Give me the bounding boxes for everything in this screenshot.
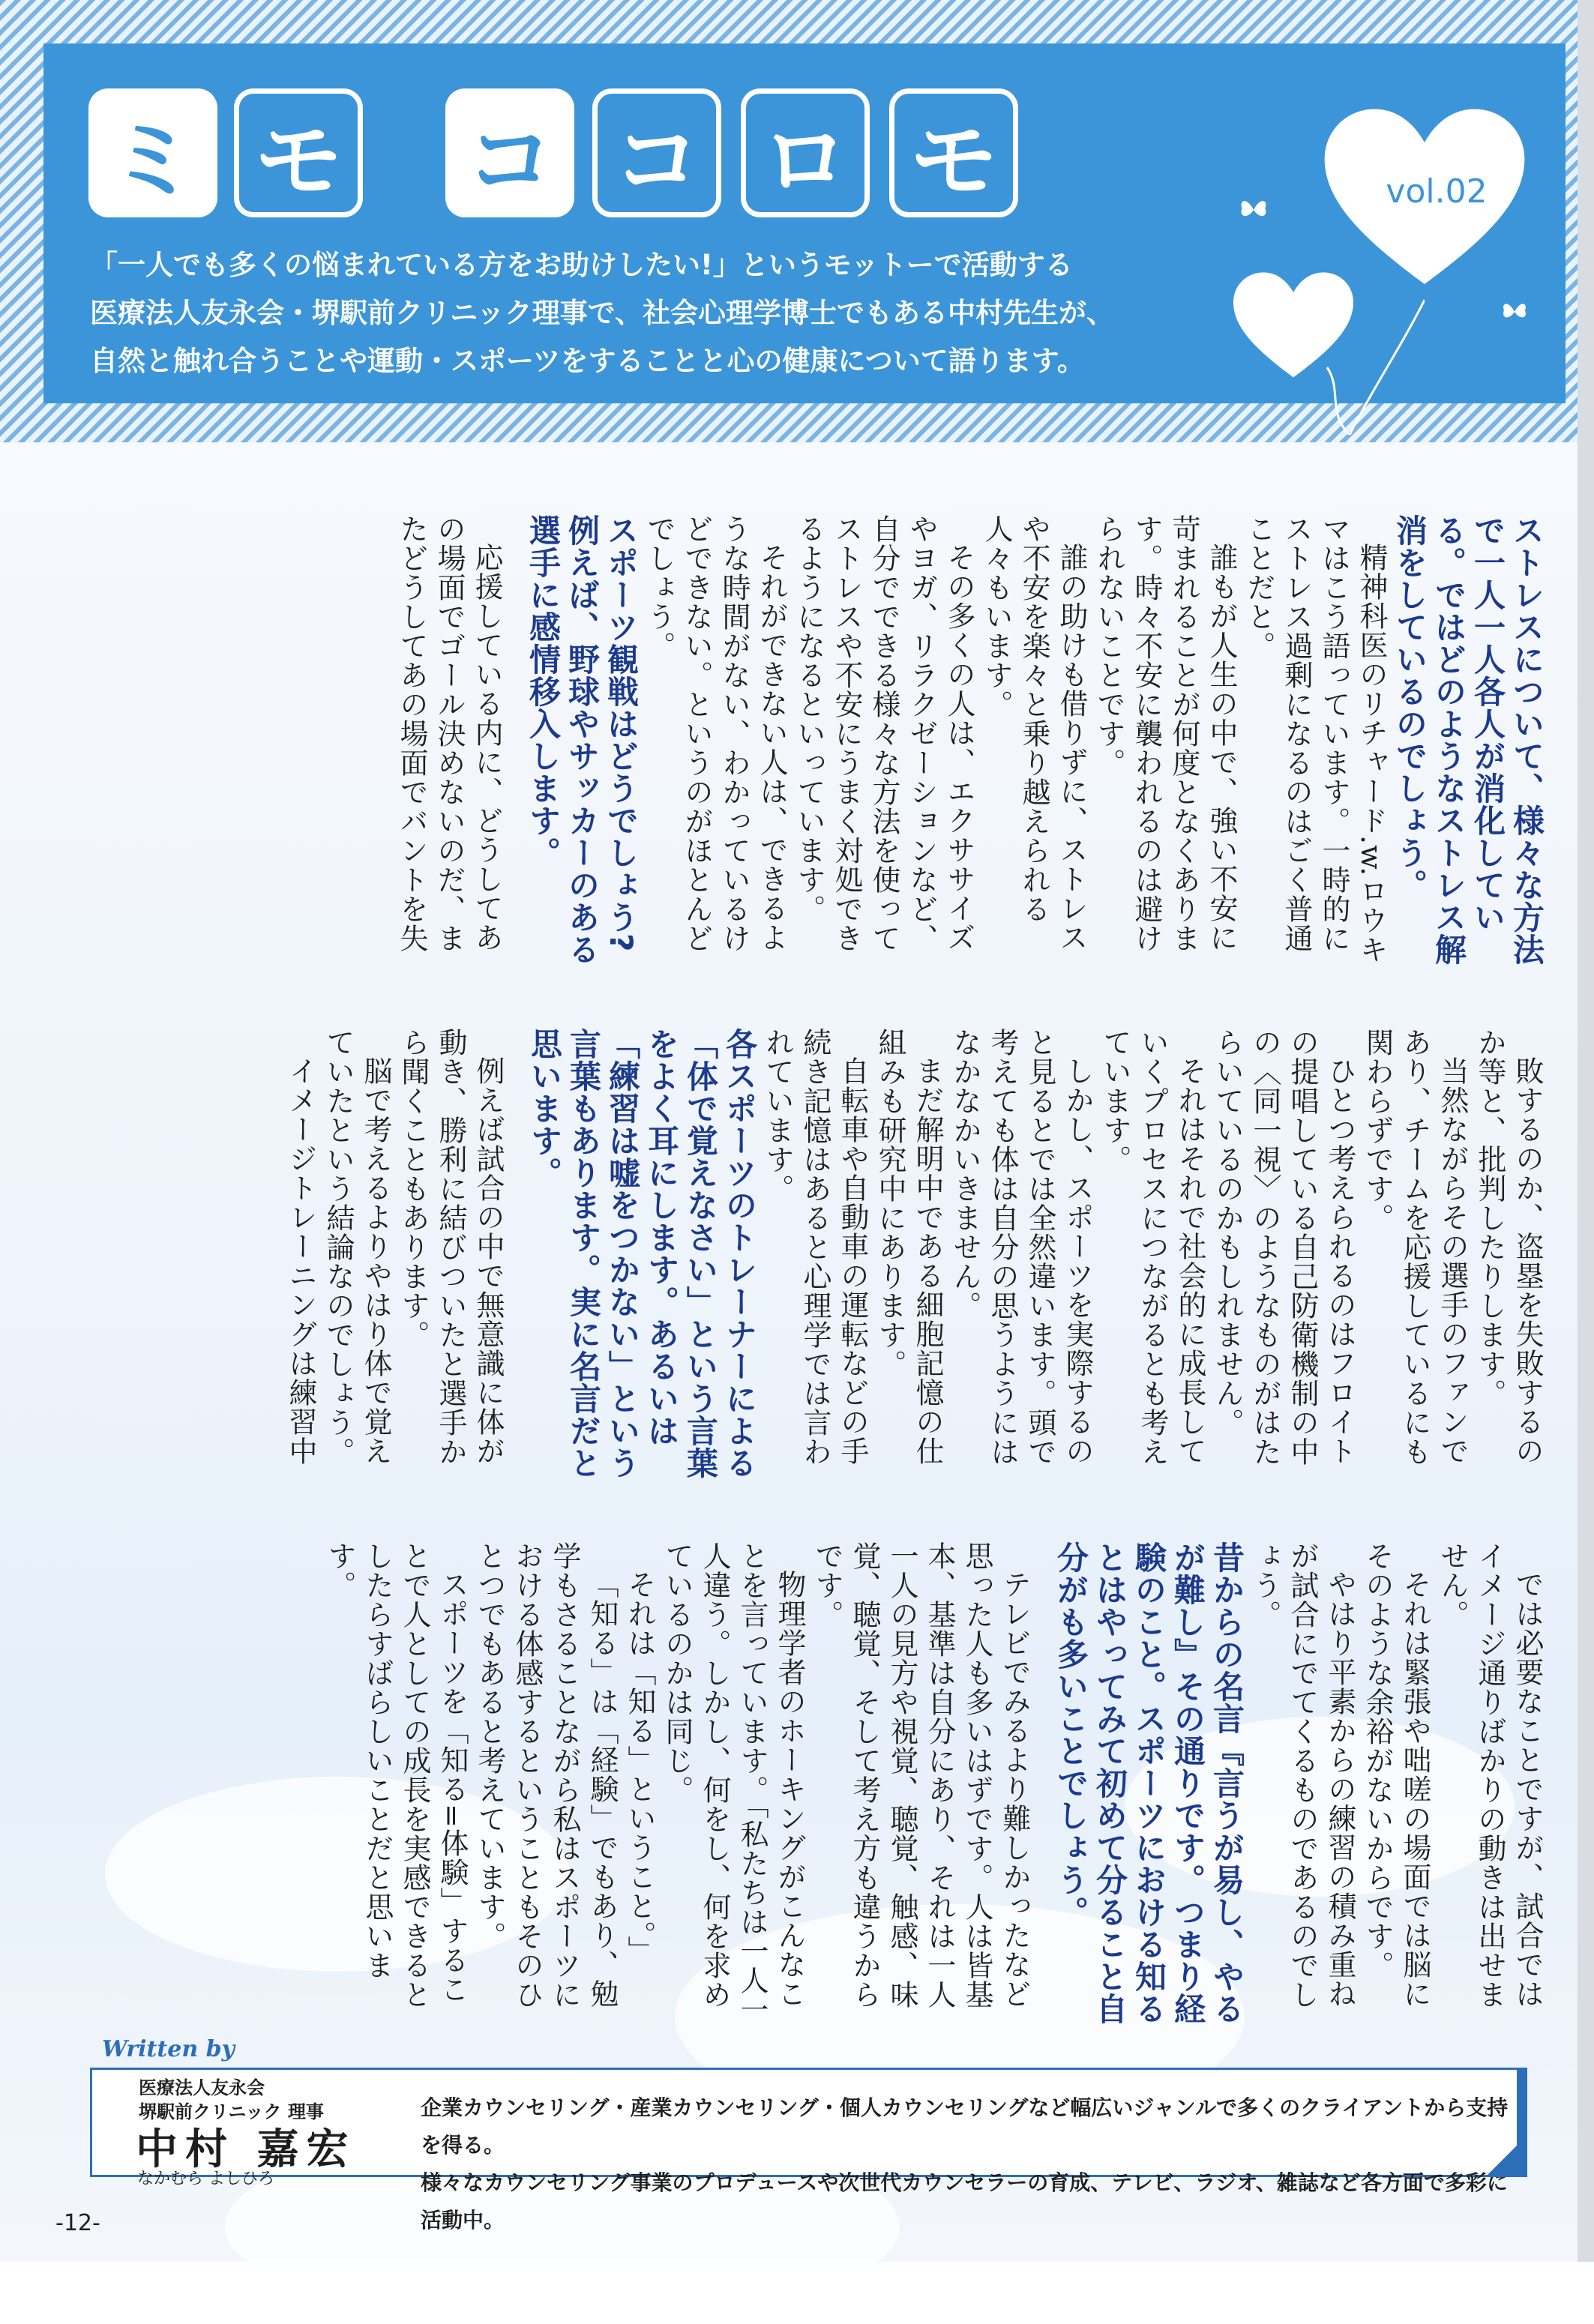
article-paragraph: 当然ながらその選手のファンであり、チームを応援しているにも関わらずです。 bbox=[1361, 1028, 1469, 1466]
footer-corner-accent bbox=[1485, 2135, 1527, 2177]
intro-text bbox=[90, 241, 1260, 385]
author-org-line: 医療法人友永会 bbox=[139, 2077, 265, 2098]
page-edge-shadow bbox=[1578, 0, 1594, 2262]
intro-line: 「一人でも多くの悩まれている方をお助けしたい!」というモットーで活動する bbox=[90, 249, 1073, 281]
author-org-line: 堺駅前クリニック 理事 bbox=[139, 2101, 324, 2122]
article-paragraph: それはそれで社会的に成長していくプロセスにつながるとも考えています。 bbox=[1098, 1028, 1206, 1466]
page-number: -12- bbox=[55, 2210, 100, 2236]
article-body bbox=[84, 514, 1546, 2059]
article-paragraph: 誰の助けも借りずに、ストレスや不安を楽々と乗り越えられる人々もいます。 bbox=[980, 514, 1088, 952]
article-tier-3 bbox=[84, 1541, 1546, 2029]
article-paragraph: それは緊張や咄嗟の場面では脳にそのような余裕がないからです。 bbox=[1361, 1541, 1431, 2008]
article-heading: 昔からの名言『言うが易し、やるが難し』その通りです。つまり経験のこと。スポーツにおける知るとはやってみて初めて分ること自分がも多いことでしょう。 bbox=[1053, 1541, 1245, 2025]
title-tile: モ bbox=[234, 88, 363, 217]
title-tile: ミ bbox=[88, 88, 217, 217]
article-heading: ストレスについて、様々な方法で一人一人各人が消化している。ではどのようなストレス解消をしているのでしょう。 bbox=[1392, 514, 1545, 966]
article-paragraph: それは「知る」ということ。」 bbox=[623, 1570, 656, 1965]
butterfly-icon bbox=[1500, 297, 1530, 327]
written-by-label: Written by bbox=[102, 2036, 235, 2062]
volume-label: vol.02 bbox=[1386, 172, 1488, 211]
title-tile: コ bbox=[592, 88, 721, 217]
title-tile: ロ bbox=[741, 88, 870, 217]
article-tier-2 bbox=[84, 1028, 1546, 1493]
article-paragraph: 精神科医のリチャード.w.ロウキマはこう語っています。一時的にストレス過剰になるのはごく普通ことだと。 bbox=[1242, 514, 1388, 965]
title-tile: モ bbox=[889, 88, 1018, 217]
article-paragraph: 脳で考えるよりやはり体で覚えていたという結論なのでしょう。 bbox=[322, 1028, 392, 1466]
author-box bbox=[90, 2068, 1527, 2233]
author-name-kana: なかむら よしひろ bbox=[137, 2170, 274, 2188]
author-desc-line: 様々なカウンセリング事業のプロデュースや次世代カウンセラーの育成、テレビ、ラジオ、雑誌など各方面で多彩に活動中。 bbox=[421, 2170, 1508, 2233]
article-heading: スポーツ観戦はどうでしょう?例えば、野球やサッカーのある選手に感情移入します。 bbox=[525, 514, 640, 966]
article-paragraph: 自転車や自動車の運転などの手続き記憶はあると心理学では言われています。 bbox=[761, 1028, 869, 1466]
article-tier-1 bbox=[84, 514, 1546, 979]
butterfly-icon bbox=[1237, 193, 1270, 226]
article-paragraph: まだ解明中である細胞記憶の仕組みも研究中にあります。 bbox=[873, 1028, 944, 1466]
article-paragraph: 応援している内に、どうしてあの場面でゴール決めないのだ、またどうしてあの場面でバントを失 bbox=[395, 514, 503, 953]
article-paragraph: ひとつ考えられるのはフロイトの提唱している自己防衛機制の中の〈同一視〉のようなものがはたらいているのかもしれません。 bbox=[1211, 1028, 1356, 1466]
author-desc-line: 企業カウンセリング・産業カウンセリング・個人カウンセリングなど幅広いジャンルで多くのクライアントから支持を得る。 bbox=[421, 2095, 1509, 2158]
article-heading: 各スポーツのトレーナーによる「体で覚えなさい」という言葉をよく耳にします。あるいは「練習は嘘をつかない」という言葉もあります。実に名言だと思います。 bbox=[526, 1028, 758, 1479]
article-paragraph: では必要なことですが、試合ではイメージ通りばかりの動きは出せません。 bbox=[1436, 1541, 1544, 2009]
article-paragraph: それができない人は、できるような時間がない、わかっているけどできない。というのがほとんどでしょう。 bbox=[643, 514, 788, 953]
article-paragraph: 誰もが人生の中で、強い不安に苛まれることが何度となくあります。時々不安に襲われるのは避けられないことです。 bbox=[1092, 514, 1238, 953]
article-paragraph: しかし、スポーツを実際するのと見るとでは全然違います。頭で考えても体は自分の思うようにはなかなかいきません。 bbox=[948, 1028, 1094, 1466]
author-name: 中村 嘉宏 bbox=[136, 2125, 356, 2174]
title-tile: コ bbox=[445, 88, 574, 217]
intro-line: 医療法人友永会・堺駅前クリニック理事で、社会心理学博士でもある中村先生が、 bbox=[90, 297, 1115, 329]
article-paragraph: テレビでみるより難しかったなど思った人も多いはずです。人は皆基本、基準は自分にあり、それは一人一人の見方や視覚、聴覚、触感、味覚、聴覚、そして考え方も違うからです。 bbox=[810, 1541, 1031, 2009]
article-paragraph: イメージトレーニングは練習中 bbox=[284, 1056, 317, 1466]
article-paragraph: その多くの人は、エクササイズやヨガ、リラクゼーションなど、自分でできる様々な方法を使ってストレスや不安にうまく対処できるようになるといっています。 bbox=[793, 514, 975, 953]
intro-line: 自然と触れ合うことや運動・スポーツをすることと心の健康について語ります。 bbox=[90, 345, 1085, 377]
balloon-string-icon bbox=[1275, 285, 1425, 435]
author-description bbox=[421, 2089, 1517, 2239]
article-paragraph: 例えば試合の中で無意識に体が動き、勝利に結びついたと選手から聞くこともあります。 bbox=[397, 1028, 505, 1466]
article-paragraph: 「知る」は「経験」でもあり、勉学もさることながら私はスポーツにおける体感するということもそのひとつでもあると考えています。 bbox=[473, 1541, 619, 2009]
article-paragraph: 物理学者のホーキングがこんなことを言っています。「私たちは一人一人違う。しかし、何をし、何を求めているのかは同じ。 bbox=[661, 1541, 806, 2024]
article-paragraph: やはり平素からの練習の積み重ねが試合にでてくるものであるのでしょう。 bbox=[1248, 1541, 1356, 2009]
article-paragraph: 敗するのか、盗塁を失敗するのか等と、批判したりします。 bbox=[1473, 1028, 1544, 1466]
article-paragraph: スポーツを「知る=体験」することで人としての成長を実感できるとしたらすばらしいことだと思います。 bbox=[323, 1541, 469, 2009]
